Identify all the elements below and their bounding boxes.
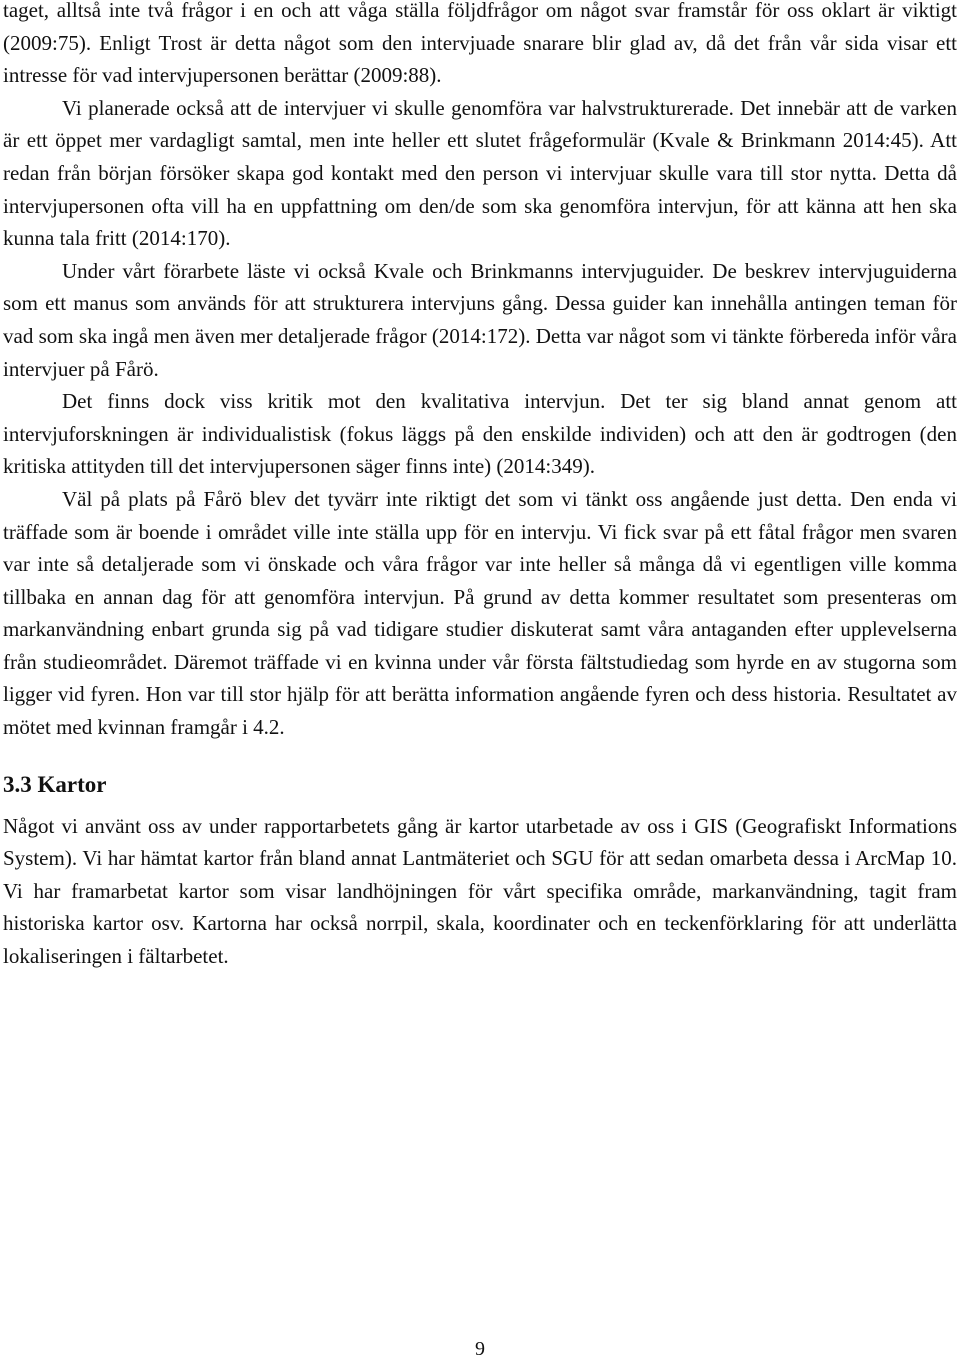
page-number: 9: [475, 1338, 485, 1360]
paragraph-semi-structured: Vi planerade också att de intervjuer vi skulle genomföra var halvstrukturerade. Det innebär att de varken är ett öppet mer vardagligt samtal, men inte heller ett slutet frågeformulär (Kvale & Brinkmann 2014:45). Att redan från början försöker skapa god kontakt med den person vi intervjuar skulle vara till stor nytta. Detta då intervjupersonen ofta vill ha en uppfattning om den/de som ska genomföra intervjun, för att känna att hen ska kunna tala fritt (2014:170).: [3, 95, 957, 251]
section-heading-kartor: 3.3 Kartor: [3, 771, 107, 797]
paragraph-criticism: Det finns dock viss kritik mot den kvalitativa intervjun. Det ter sig bland annat genom att intervjuforskningen är individualistisk (fokus läggs på den enskilde individen) och att den är godtrogen (den kritiska attityden till det intervjupersonen säger finns inte) (2014:349).: [3, 389, 957, 479]
document-page: [3, 0, 957, 973]
paragraph-interview-followup: taget, alltså inte två frågor i en och att våga ställa följdfrågor om något svar framstår för oss oklart är viktigt (2009:75). Enligt Trost är detta något som den intervjuade snarare blir glad av, då det från vår sida visar ett intresse för vad intervjupersonen berättar (2009:88).: [3, 0, 957, 88]
paragraph-interview-guides: Under vårt förarbete läste vi också Kvale och Brinkmanns intervjuguider. De beskrev intervjuguiderna som ett manus som används för att strukturera intervjuns gång. Dessa guider kan innehålla antingen teman för vad som ska ingå men även mer detaljerade frågor (2014:172). Detta var något som vi tänkte förbereda inför våra intervjuer på Fårö.: [3, 258, 957, 381]
paragraph-faro-fieldwork: Väl på plats på Fårö blev det tyvärr inte riktigt det som vi tänkt oss angående just detta. Den enda vi träffade som är boende i området ville inte ställa upp för en intervju. Vi fick svar på ett fåtal frågor men svaren var inte så detaljerade som vi önskade och våra frågor var inte heller så många då vi egentligen ville komma tillbaka en annan dag för att genomföra intervjun. På grund av detta kommer resultatet som presenteras om markanvändning enbart grunda sig på vad tidigare studier diskuterat samt våra antaganden efter upplevelserna från studieområdet. Däremot träffade vi en kvinna under vår första fältstudiedag som hyrde en av stugorna som ligger vid fyren. Hon var till stor hjälp för att berätta information angående fyren och dess historia. Resultatet av mötet med kvinnan framgår i 4.2.: [3, 486, 957, 740]
paragraph-maps-gis: Något vi använt oss av under rapportarbetets gång är kartor utarbetade av oss i GIS (Geografiskt Informations System). Vi har hämtat kartor från bland annat Lantmäteriet och SGU för att sedan omarbeta dessa i ArcMap 10. Vi har framarbetat kartor som visar landhöjningen för vårt specifika område, markanvändning, tagit fram historiska kartor osv. Kartorna har också norrpil, skala, koordinater och en teckenförklaring för att underlätta lokaliseringen i fältarbetet.: [3, 813, 957, 969]
